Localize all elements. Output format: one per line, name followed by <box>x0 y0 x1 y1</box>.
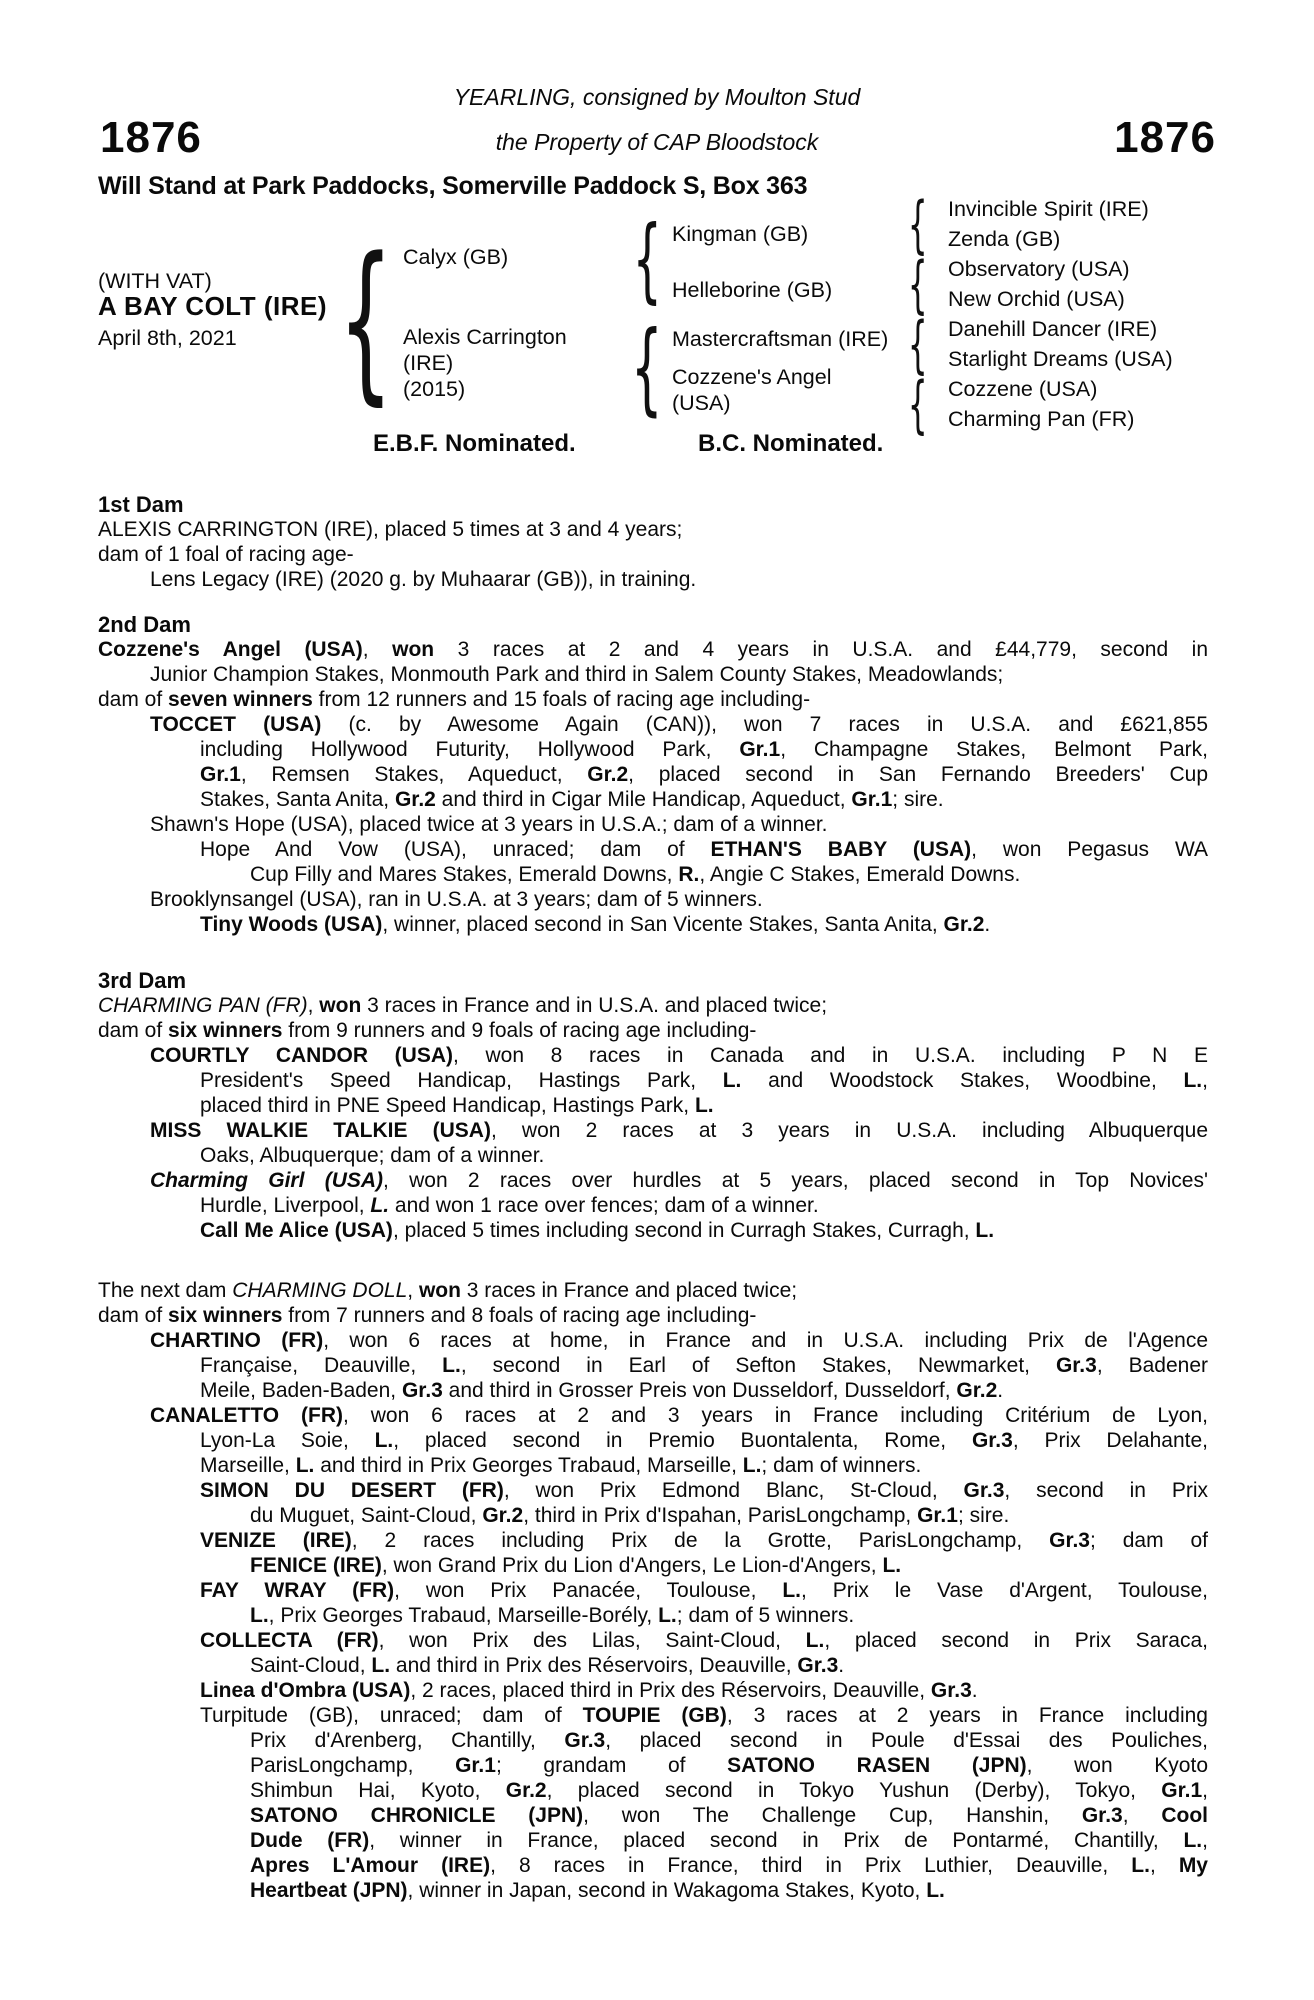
text-segment: from 12 runners and 15 foals of racing age including- <box>312 688 811 711</box>
text-segment: L. <box>882 1554 902 1577</box>
text-segment: . <box>997 1379 1004 1402</box>
text-line <box>98 1578 1208 1603</box>
text-segment: , Prix le Vase d'Argent, Toulouse, <box>801 1579 1208 1602</box>
text-segment: Shawn's Hope (USA), placed twice at 3 years in U.S.A.; dam of a winner. <box>150 813 828 836</box>
stand-location-line: Will Stand at Park Paddocks, Somerville Paddock S, Box 363 <box>98 172 808 200</box>
text-line <box>98 737 1208 762</box>
lot-number-right: 1876 <box>1114 113 1216 162</box>
text-segment: , second in Prix <box>1004 1479 1208 1502</box>
text-line <box>98 1093 1208 1118</box>
text-segment: , won Prix Edmond Blanc, St-Cloud, <box>503 1479 964 1502</box>
text-segment: Gr.1 <box>739 738 781 761</box>
pedigree-dam-line2: (IRE) <box>403 351 454 375</box>
text-segment: ETHAN'S BABY (USA) <box>710 838 972 861</box>
text-line <box>98 993 1208 1018</box>
text-segment: and won 1 race over fences; dam of a winner. <box>389 1194 819 1217</box>
text-segment: Dude (FR) <box>250 1829 370 1852</box>
text-segment: 3 races in France and in U.S.A. and placed twice; <box>361 994 828 1017</box>
text-line <box>98 1478 1208 1503</box>
text-segment: , winner in Japan, second in Wakagoma Stakes, Kyoto, <box>407 1879 927 1902</box>
ebf-nomination: E.B.F. Nominated. <box>373 430 576 457</box>
text-segment: L. <box>926 1879 945 1902</box>
text-segment: Gr.1 <box>917 1504 958 1527</box>
text-segment: L. <box>250 1604 269 1627</box>
text-segment: L. <box>722 1069 742 1092</box>
text-segment: , placed second in San Fernando Breeders' Cup <box>628 763 1208 786</box>
text-line <box>98 1803 1208 1828</box>
text-line <box>98 1193 1208 1218</box>
text-segment: and third in Cigar Mile Handicap, Aqueduct, <box>435 788 852 811</box>
text-segment: COLLECTA (FR) <box>200 1629 379 1652</box>
text-segment: and third in Prix Georges Trabaud, Marseille, <box>314 1454 743 1477</box>
text-line <box>98 1503 1208 1528</box>
text-line <box>98 1628 1208 1653</box>
text-segment: seven winners <box>168 688 313 711</box>
text-segment: ; dam of winners. <box>761 1454 922 1477</box>
text-segment: Cozzene's Angel (USA) <box>98 638 363 661</box>
text-segment: Gr.3 <box>930 1679 972 1702</box>
text-line <box>98 1378 1208 1403</box>
text-segment: won <box>418 1279 461 1302</box>
text-segment: dam of 1 foal of racing age- <box>98 543 354 566</box>
text-segment: dam of <box>98 1019 169 1042</box>
section-heading: 3rd Dam <box>98 968 187 993</box>
text-line <box>98 1043 1208 1068</box>
text-segment: 3 races in France and placed twice; <box>460 1279 798 1302</box>
text-line <box>98 1168 1208 1193</box>
text-segment: , <box>362 638 393 661</box>
text-segment: , placed second in Prix Saraca, <box>824 1629 1208 1652</box>
text-segment: , won Prix Panacée, Toulouse, <box>394 1579 783 1602</box>
pedigree-brace-sire-sire <box>903 194 933 256</box>
text-line <box>98 662 1208 687</box>
text-segment: , won Prix des Lilas, Saint-Cloud, <box>378 1629 806 1652</box>
text-segment: , Badener <box>1096 1354 1209 1377</box>
text-segment: and third in Prix des Réservoirs, Deauville, <box>390 1654 798 1677</box>
text-segment: , won 6 races at home, in France and in U.S.A. including Prix de l'Agence <box>323 1329 1208 1352</box>
text-segment: . <box>971 1679 978 1702</box>
text-segment: , 8 races in France, third in Prix Luthier, Deauville, <box>490 1854 1132 1877</box>
text-segment: Gr.1 <box>851 788 893 811</box>
text-segment: including Hollywood Futurity, Hollywood Park, <box>200 738 740 761</box>
section-next-dam <box>98 1278 1208 1903</box>
text-segment: L. <box>1183 1829 1203 1852</box>
text-line <box>98 1678 1208 1703</box>
text-segment: Gr.3 <box>963 1479 1005 1502</box>
text-segment: , winner in France, placed second in Prix de Pontarmé, Chantilly, <box>369 1829 1184 1852</box>
text-segment: , placed 5 times including second in Curragh Stakes, Curragh, <box>392 1219 976 1242</box>
text-line <box>98 1303 1208 1328</box>
text-line <box>98 542 1208 567</box>
text-segment: , won 2 races at 3 years in U.S.A. including Albuquerque <box>490 1119 1208 1142</box>
text-segment: , <box>307 994 320 1017</box>
text-line <box>98 517 1208 542</box>
text-segment: , Prix Delahante, <box>1012 1429 1208 1452</box>
text-segment: , <box>1122 1804 1162 1827</box>
text-segment: L. <box>658 1604 677 1627</box>
text-segment: Shimbun Hai, Kyoto, <box>250 1779 506 1802</box>
text-segment: Gr.3 <box>1049 1529 1090 1552</box>
text-segment: My <box>1178 1854 1208 1877</box>
text-segment: FENICE (IRE) <box>250 1554 382 1577</box>
text-segment: L. <box>442 1354 461 1377</box>
text-segment: , winner, placed second in San Vicente Stakes, Santa Anita, <box>382 913 944 936</box>
text-line <box>98 1528 1208 1553</box>
text-segment: du Muguet, Saint-Cloud, <box>250 1504 483 1527</box>
pedigree-brace-sire-dam <box>903 254 933 316</box>
pedigree-dam-line1: Alexis Carrington <box>403 325 567 349</box>
pedigree-sire: Calyx (GB) <box>403 245 509 269</box>
lot-number-left: 1876 <box>100 113 202 162</box>
text-segment: Gr.1 <box>455 1754 496 1777</box>
text-segment: , third in Prix d'Ispahan, ParisLongchamp, <box>523 1504 918 1527</box>
pedigree-dam-dam-line2: (USA) <box>672 391 731 415</box>
text-line <box>98 1828 1208 1853</box>
text-line <box>98 1068 1208 1093</box>
text-segment: from 9 runners and 9 foals of racing age including- <box>282 1019 757 1042</box>
text-segment: Stakes, Santa Anita, <box>200 788 395 811</box>
text-line <box>98 812 1208 837</box>
text-segment: L. <box>694 1094 714 1117</box>
text-segment: Gr.3 <box>564 1729 606 1752</box>
text-segment: SIMON DU DESERT (FR) <box>200 1479 504 1502</box>
text-segment: , won 2 races over hurdles at 5 years, placed second in Top Novices' <box>383 1169 1208 1192</box>
text-segment: , won The Challenge Cup, Hanshin, <box>583 1804 1082 1827</box>
text-segment: , placed second in Premio Buontalenta, Rome, <box>393 1429 972 1452</box>
text-segment: CANALETTO (FR) <box>150 1404 343 1427</box>
text-segment: Gr.2 <box>943 913 985 936</box>
text-segment: , second in Earl of Sefton Stakes, Newmarket, <box>460 1354 1056 1377</box>
text-segment: 3 races at 2 and 4 years in U.S.A. and £44,779, second in <box>434 638 1208 661</box>
text-segment: , Angie C Stakes, Emerald Downs. <box>699 863 1021 886</box>
text-segment: L. <box>1131 1854 1150 1877</box>
section-lines <box>98 1278 1208 1903</box>
text-segment: Oaks, Albuquerque; dam of a winner. <box>200 1144 545 1167</box>
text-segment: and Woodstock Stakes, Woodbine, <box>741 1069 1184 1092</box>
section-heading: 1st Dam <box>98 492 184 517</box>
text-segment: L. <box>370 1194 390 1217</box>
pedigree-gen3-3: Observatory (USA) <box>948 257 1130 281</box>
pedigree-gen3-7: Cozzene (USA) <box>948 377 1098 401</box>
text-segment: from 7 runners and 8 foals of racing age including- <box>282 1304 757 1327</box>
text-segment: Gr.2 <box>956 1379 998 1402</box>
text-segment: , <box>1202 1779 1208 1802</box>
text-segment: President's Speed Handicap, Hastings Park, <box>200 1069 723 1092</box>
text-segment: dam of <box>98 1304 169 1327</box>
text-segment: ParisLongchamp, <box>250 1754 456 1777</box>
text-segment: L. <box>805 1629 825 1652</box>
text-segment: Meile, Baden-Baden, <box>200 1379 402 1402</box>
text-line <box>98 887 1208 912</box>
text-segment: The next dam <box>98 1279 233 1302</box>
text-segment: L. <box>975 1219 995 1242</box>
text-segment: , 2 races including Prix de la Grotte, ParisLongchamp, <box>351 1529 1050 1552</box>
text-segment: Brooklynsangel (USA), ran in U.S.A. at 3 years; dam of 5 winners. <box>150 888 763 911</box>
text-segment: Gr.2 <box>587 763 629 786</box>
text-segment: won <box>319 994 362 1017</box>
text-segment: , won Pegasus WA <box>971 838 1208 861</box>
text-segment: , placed second in Tokyo Yushun (Derby), Tokyo, <box>546 1779 1162 1802</box>
text-segment: TOCCET (USA) <box>150 713 322 736</box>
text-line <box>98 762 1208 787</box>
text-segment: SATONO RASEN (JPN) <box>727 1754 1027 1777</box>
text-segment: FAY WRAY (FR) <box>200 1579 395 1602</box>
text-segment: ALEXIS CARRINGTON (IRE), placed 5 times at 3 and 4 years; <box>98 518 683 541</box>
text-segment: Linea d'Ombra (USA) <box>200 1679 411 1702</box>
text-segment: and third in Grosser Preis von Dusseldorf, Dusseldorf, <box>442 1379 957 1402</box>
text-segment: Cool <box>1161 1804 1208 1827</box>
subject-name: A BAY COLT (IRE) <box>98 291 328 321</box>
bc-nomination: B.C. Nominated. <box>698 430 884 457</box>
text-segment: Turpitude (GB), unraced; dam of <box>200 1704 583 1727</box>
text-line <box>98 837 1208 862</box>
text-segment: , 3 races at 2 years in France including <box>726 1704 1208 1727</box>
text-line <box>98 1278 1208 1303</box>
pedigree-brace-main <box>346 235 386 407</box>
text-line <box>98 1118 1208 1143</box>
section-2nd-dam <box>98 612 1208 937</box>
text-segment: Saint-Cloud, <box>250 1654 372 1677</box>
text-segment: six winners <box>168 1304 283 1327</box>
pedigree-brace-dam <box>630 318 664 418</box>
section-3rd-dam <box>98 968 1208 1243</box>
text-segment: . <box>984 913 991 936</box>
text-line <box>98 1853 1208 1878</box>
text-line <box>98 1018 1208 1043</box>
text-segment: Gr.3 <box>797 1654 839 1677</box>
text-segment: Gr.2 <box>505 1779 547 1802</box>
text-line <box>98 1553 1208 1578</box>
pedigree-dam-line3: (2015) <box>403 377 466 401</box>
text-line <box>98 1728 1208 1753</box>
text-segment: CHARMING DOLL <box>232 1279 408 1302</box>
pedigree-text-body <box>98 492 1208 1903</box>
text-segment: , Remsen Stakes, Aqueduct, <box>240 763 588 786</box>
text-segment: Apres L'Amour (IRE) <box>250 1854 491 1877</box>
text-segment: ; dam of 5 winners. <box>676 1604 855 1627</box>
section-lines <box>98 993 1208 1243</box>
text-line <box>98 1428 1208 1453</box>
text-line <box>98 712 1208 737</box>
vat-note: (WITH VAT) <box>98 269 212 293</box>
text-line <box>98 1328 1208 1353</box>
text-segment: Française, Deauville, <box>200 1354 443 1377</box>
text-segment: Gr.2 <box>482 1504 524 1527</box>
text-segment: Call Me Alice (USA) <box>200 1219 393 1242</box>
text-segment: , <box>1202 1829 1208 1852</box>
text-segment: , <box>1202 1069 1208 1092</box>
text-segment: L. <box>1183 1069 1203 1092</box>
text-segment: Junior Champion Stakes, Monmouth Park and third in Salem County Stakes, Meadowlands; <box>150 663 1004 686</box>
text-segment: ; grandam of <box>495 1754 728 1777</box>
text-segment: CHARMING PAN (FR) <box>98 994 308 1017</box>
pedigree-brace-dam-sire <box>903 314 933 376</box>
pedigree-sire-sire: Kingman (GB) <box>672 222 809 246</box>
text-segment: , won Grand Prix du Lion d'Angers, Le Lion-d'Angers, <box>381 1554 883 1577</box>
text-segment: dam of <box>98 688 169 711</box>
text-segment: , placed second in Poule d'Essai des Pouliches, <box>605 1729 1208 1752</box>
text-line <box>98 862 1208 887</box>
text-segment: TOUPIE (GB) <box>582 1704 727 1727</box>
pedigree-dam-sire: Mastercraftsman (IRE) <box>672 327 889 351</box>
text-segment: , won 8 races in Canada and in U.S.A. including P N E <box>453 1044 1208 1067</box>
pedigree-gen3-8: Charming Pan (FR) <box>948 407 1135 431</box>
text-segment: ; sire. <box>957 1504 1010 1527</box>
section-lines <box>98 637 1208 937</box>
text-segment: MISS WALKIE TALKIE (USA) <box>150 1119 491 1142</box>
text-segment: Gr.3 <box>1081 1804 1123 1827</box>
text-segment: Hurdle, Liverpool, <box>200 1194 371 1217</box>
text-segment: placed third in PNE Speed Handicap, Hastings Park, <box>200 1094 695 1117</box>
text-segment: Lens Legacy (IRE) (2020 g. by Muhaarar (GB)), in training. <box>150 568 697 591</box>
text-segment: (c. by Awesome Again (CAN)), won 7 races in U.S.A. and £621,855 <box>321 713 1208 736</box>
text-segment: Hope And Vow (USA), unraced; dam of <box>200 838 711 861</box>
text-segment: L. <box>371 1654 391 1677</box>
text-segment: Tiny Woods (USA) <box>200 913 383 936</box>
text-segment: six winners <box>168 1019 283 1042</box>
pedigree-gen3-4: New Orchid (USA) <box>948 287 1125 311</box>
text-segment: . <box>838 1654 845 1677</box>
text-line <box>98 787 1208 812</box>
text-segment: ; sire. <box>892 788 944 811</box>
text-segment: Marseille, <box>200 1454 296 1477</box>
pedigree-gen3-6: Starlight Dreams (USA) <box>948 347 1173 371</box>
text-segment: Gr.3 <box>1055 1354 1097 1377</box>
text-line <box>98 1218 1208 1243</box>
foal-date: April 8th, 2021 <box>98 326 237 350</box>
pedigree-dam-dam-line1: Cozzene's Angel <box>672 365 832 389</box>
text-line <box>98 1753 1208 1778</box>
text-segment: , won Kyoto <box>1026 1754 1209 1777</box>
text-segment: L. <box>295 1454 315 1477</box>
text-segment: L. <box>742 1454 762 1477</box>
text-segment: , <box>407 1279 419 1302</box>
section-1st-dam <box>98 492 1208 592</box>
text-segment: Lyon-La Soie, <box>200 1429 375 1452</box>
pedigree-gen3-2: Zenda (GB) <box>948 227 1061 251</box>
text-segment: , Prix Georges Trabaud, Marseille-Borély, <box>268 1604 659 1627</box>
text-line <box>98 1453 1208 1478</box>
text-line <box>98 1353 1208 1378</box>
text-segment: CHARTINO (FR) <box>150 1329 324 1352</box>
text-segment: Cup Filly and Mares Stakes, Emerald Downs, <box>250 863 679 886</box>
page-header-area <box>0 0 1314 492</box>
pedigree-gen3-1: Invincible Spirit (IRE) <box>948 197 1149 221</box>
pedigree-sire-dam: Helleborine (GB) <box>672 278 833 302</box>
text-segment: , won 6 races at 2 and 3 years in France including Critérium de Lyon, <box>343 1404 1208 1427</box>
text-segment: VENIZE (IRE) <box>200 1529 352 1552</box>
text-line <box>98 1403 1208 1428</box>
text-segment: L. <box>374 1429 394 1452</box>
text-segment: won <box>392 638 435 661</box>
pedigree-brace-sire <box>630 214 664 306</box>
text-line <box>98 1603 1208 1628</box>
section-lines <box>98 517 1208 592</box>
text-segment: R. <box>678 863 700 886</box>
text-segment: Charming Girl (USA) <box>150 1169 384 1192</box>
text-segment: Heartbeat (JPN) <box>250 1879 408 1902</box>
section-heading: 2nd Dam <box>98 612 191 637</box>
text-segment: ; dam of <box>1089 1529 1208 1552</box>
pedigree-gen3-5: Danehill Dancer (IRE) <box>948 317 1158 341</box>
text-line <box>98 1778 1208 1803</box>
text-segment: COURTLY CANDOR (USA) <box>150 1044 453 1067</box>
text-segment: Gr.1 <box>1161 1779 1203 1802</box>
pedigree-brace-dam-dam <box>903 374 933 436</box>
text-line <box>98 567 1208 592</box>
text-line <box>98 637 1208 662</box>
text-segment: , <box>1149 1854 1179 1877</box>
text-segment: , 2 races, placed third in Prix des Réservoirs, Deauville, <box>410 1679 931 1702</box>
text-line <box>98 1653 1208 1678</box>
text-segment: SATONO CHRONICLE (JPN) <box>250 1804 584 1827</box>
text-segment: , Champagne Stakes, Belmont Park, <box>780 738 1208 761</box>
text-segment: Prix d'Arenberg, Chantilly, <box>250 1729 565 1752</box>
text-line <box>98 1878 1208 1903</box>
consignment-line: YEARLING, consigned by Moulton Stud <box>453 84 861 110</box>
text-segment: Gr.3 <box>401 1379 443 1402</box>
text-segment: Gr.3 <box>971 1429 1013 1452</box>
text-line <box>98 1703 1208 1728</box>
text-segment: Gr.1 <box>200 763 241 786</box>
text-line <box>98 1143 1208 1168</box>
property-line: the Property of CAP Bloodstock <box>495 129 819 155</box>
text-segment: Gr.2 <box>394 788 436 811</box>
text-segment: L. <box>782 1579 802 1602</box>
text-line <box>98 687 1208 712</box>
text-line <box>98 912 1208 937</box>
